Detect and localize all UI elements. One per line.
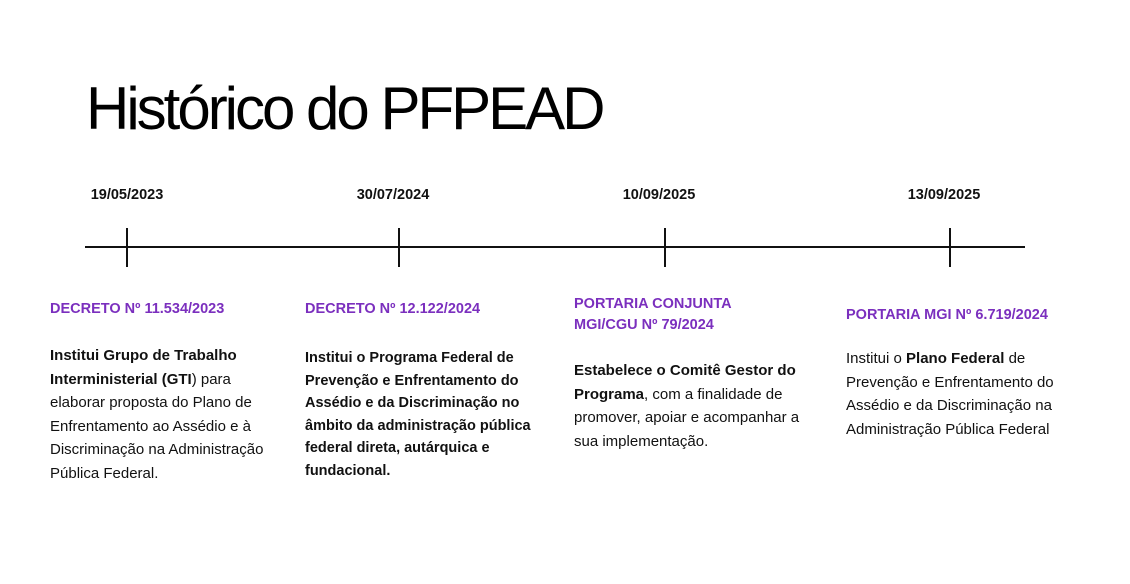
text-segment: , com a finalidade de promover, apoiar e acompanhar a sua implementação. bbox=[574, 385, 800, 450]
timeline-axis bbox=[85, 246, 1025, 248]
event-description bbox=[50, 344, 275, 485]
event-label: DECRETO Nº 12.122/2024 bbox=[305, 301, 481, 317]
text-segment: Institui o bbox=[846, 350, 907, 367]
event-description bbox=[574, 359, 814, 453]
text-segment: GTI bbox=[166, 370, 192, 388]
event-date: 19/05/2023 bbox=[90, 187, 164, 203]
event-description bbox=[846, 347, 1076, 441]
text-segment: Estabelece o Comitê Gestor do Programa bbox=[574, 362, 796, 403]
event-date: 10/09/2025 bbox=[622, 187, 696, 203]
text-segment: Institui Grupo de Trabalho Interministerial ( bbox=[50, 347, 237, 388]
timeline-tick bbox=[664, 228, 666, 267]
event-date: 30/07/2024 bbox=[356, 187, 430, 203]
text-segment: ) para elaborar proposta do Plano de Enfrentamento ao Assédio e à Discriminação na Administração Pública Federal. bbox=[50, 370, 264, 482]
event-description bbox=[305, 347, 540, 482]
event-label: DECRETO Nº 11.534/2023 bbox=[50, 301, 225, 317]
text-segment: de Prevenção e Enfrentamento do Assédio e da Discriminação na Administração Pública Federal bbox=[846, 350, 1054, 438]
timeline-tick bbox=[398, 228, 400, 267]
timeline-tick bbox=[949, 228, 951, 267]
event-label: PORTARIA MGI Nº 6.719/2024 bbox=[846, 307, 1048, 323]
text-segment: Plano Federal bbox=[906, 350, 1005, 367]
event-label: PORTARIA CONJUNTA MGI/CGU Nº 79/2024 bbox=[574, 296, 732, 333]
page-title: Histórico do PFPEAD bbox=[86, 75, 603, 142]
timeline-tick bbox=[126, 228, 128, 267]
event-date: 13/09/2025 bbox=[907, 187, 981, 203]
text-segment: Institui o Programa Federal de Prevenção e Enfrentamento do Assédio e da Discriminação no âmbito da administração pública federal direta, autárquica e fundacional. bbox=[305, 350, 531, 479]
